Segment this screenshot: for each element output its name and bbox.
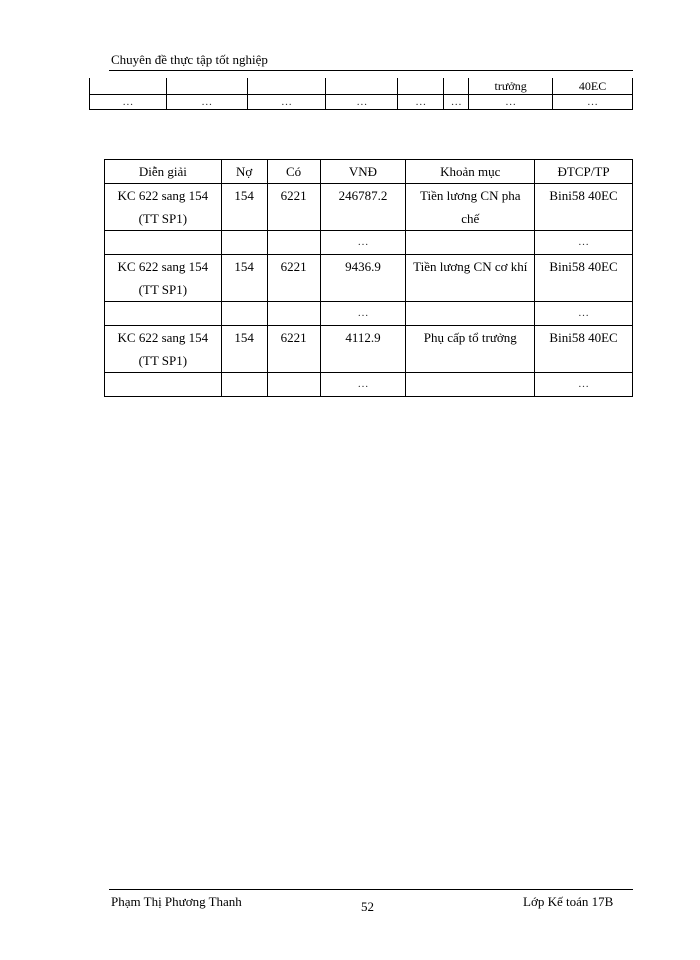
column-header-amount: VNĐ (320, 160, 406, 184)
footer-class: Lớp Kế toán 17B (523, 894, 614, 909)
table-row (105, 302, 633, 326)
table-header-row (105, 160, 633, 184)
table-cell: trưởng (469, 78, 553, 95)
page-header-title: Chuyên đề thực tập tốt nghiệp (111, 52, 268, 67)
journal-table (104, 159, 633, 397)
table-row (105, 326, 633, 373)
table-cell: … (553, 95, 633, 110)
table-cell: … (444, 95, 469, 110)
column-header-cost-object: ĐTCP/TP (535, 160, 633, 184)
table-cell: 6221 (267, 326, 320, 373)
table-cell: … (320, 373, 406, 397)
table-cell (267, 231, 320, 255)
table-cell (247, 78, 326, 95)
table-cell (221, 231, 267, 255)
table-cell (105, 302, 222, 326)
table-cell: 40EC (553, 78, 633, 95)
header-divider (109, 70, 633, 71)
table-cell (90, 78, 167, 95)
table-row (90, 78, 633, 95)
table-cell (406, 302, 535, 326)
table-cell: … (320, 231, 406, 255)
table-cell (267, 302, 320, 326)
table-cell: Bini58 40EC (535, 184, 633, 231)
table-cell: Tiền lương CN cơ khí (406, 255, 535, 302)
column-header-credit: Có (267, 160, 320, 184)
table-cell: 246787.2 (320, 184, 406, 231)
table-cell: KC 622 sang 154 (TT SP1) (105, 326, 222, 373)
table-row (105, 255, 633, 302)
table-cell: … (166, 95, 247, 110)
table-cell (221, 373, 267, 397)
table-cell: … (535, 302, 633, 326)
footer-divider (109, 889, 633, 890)
continued-table (89, 78, 633, 110)
table-cell: … (320, 302, 406, 326)
table-cell: 154 (221, 255, 267, 302)
table-cell: 4112.9 (320, 326, 406, 373)
table-cell (267, 373, 320, 397)
table-cell: Bini58 40EC (535, 255, 633, 302)
table-row (90, 95, 633, 110)
page-number: 52 (361, 899, 374, 914)
table-cell: … (247, 95, 326, 110)
table-cell (105, 373, 222, 397)
table-cell (444, 78, 469, 95)
footer-author: Phạm Thị Phương Thanh (111, 894, 242, 909)
table-cell: 6221 (267, 255, 320, 302)
table-cell: … (326, 95, 398, 110)
table-cell: Bini58 40EC (535, 326, 633, 373)
table-cell: 154 (221, 326, 267, 373)
column-header-item: Khoản mục (406, 160, 535, 184)
table-cell (398, 78, 444, 95)
table-cell: 6221 (267, 184, 320, 231)
column-header-description: Diễn giải (105, 160, 222, 184)
table-cell (406, 373, 535, 397)
table-cell: … (535, 231, 633, 255)
table-cell: Tiền lương CN pha chế (406, 184, 535, 231)
table-cell: KC 622 sang 154 (TT SP1) (105, 255, 222, 302)
table-cell: … (535, 373, 633, 397)
table-cell: 154 (221, 184, 267, 231)
table-cell: 9436.9 (320, 255, 406, 302)
table-cell: … (90, 95, 167, 110)
table-row (105, 231, 633, 255)
table-cell: … (469, 95, 553, 110)
table-cell (406, 231, 535, 255)
table-cell: … (398, 95, 444, 110)
column-header-debit: Nợ (221, 160, 267, 184)
table-cell: Phụ cấp tổ trưởng (406, 326, 535, 373)
table-cell (326, 78, 398, 95)
table-row (105, 184, 633, 231)
table-cell (221, 302, 267, 326)
table-cell: KC 622 sang 154 (TT SP1) (105, 184, 222, 231)
table-cell (166, 78, 247, 95)
table-cell (105, 231, 222, 255)
table-row (105, 373, 633, 397)
